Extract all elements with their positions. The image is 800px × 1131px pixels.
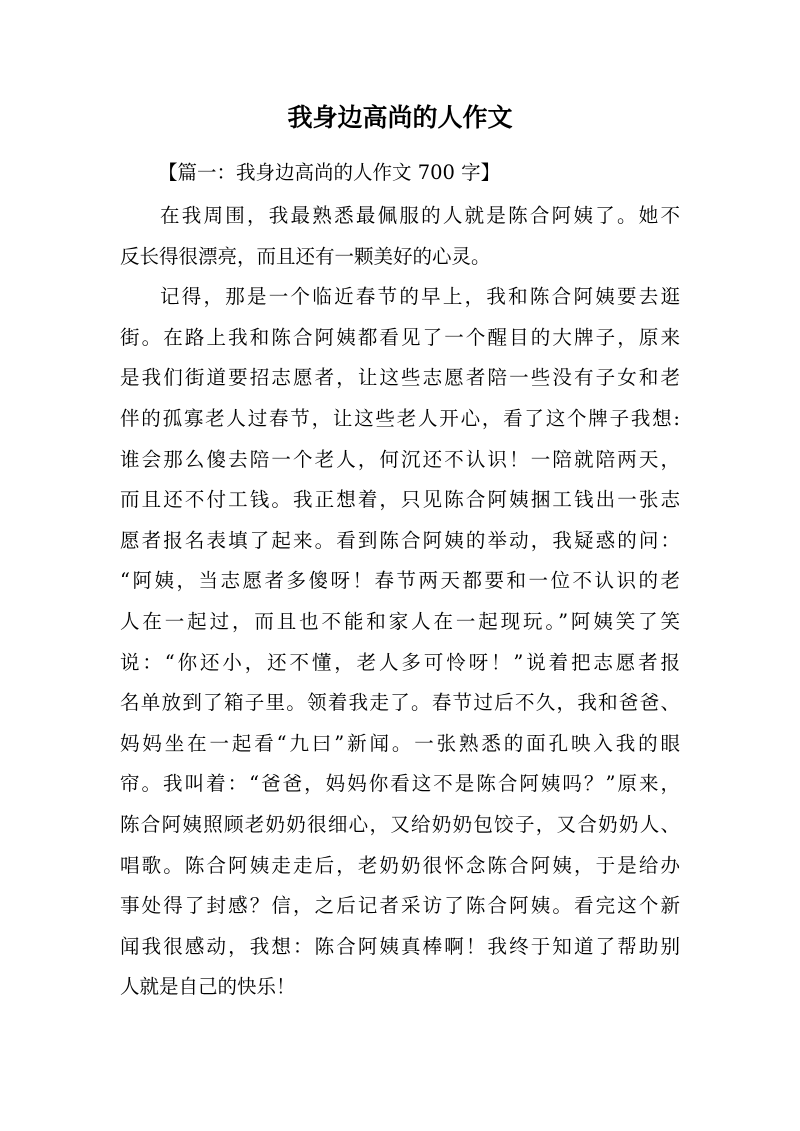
text-line: 是我们街道要招志愿者，让这些志愿者陪一些没有子女和老 [120,366,680,390]
text-line: 事处得了封感？信，之后记者采访了陈合阿姨。看完这个新 [120,894,680,918]
text-line: 而且还不付工钱。我正想着，只见陈合阿姨捆工钱出一张志 [120,488,680,512]
text-line: 帘。我叫着：“爸爸，妈妈你看这不是陈合阿姨吗？”原来， [120,772,680,796]
text-line: 愿者报名表填了起来。看到陈合阿姨的举动，我疑惑的问： [120,528,680,552]
text-line: 谁会那么傻去陪一个老人，何沉还不认识！一陪就陪两天， [120,447,680,471]
text-line: 人就是自己的快乐！ [120,975,296,999]
section-heading: 【篇一：我身边高尚的人作文 700 字】 [158,161,501,184]
text-line: 人在一起过，而且也不能和家人在一起现玩。”阿姨笑了笑 [120,609,680,633]
document-title: 我身边高尚的人作文 [287,103,513,132]
text-line: 在我周围，我最熟悉最佩服的人就是陈合阿姨了。她不 [160,204,680,227]
text-line: 陈合阿姨照顾老奶奶很细心，又给奶奶包饺子，又合奶奶人、 [120,812,680,836]
text-line: 伴的孤寡老人过春节，让这些老人开心，看了这个牌子我想: [120,406,680,430]
text-line: 记得，那是一个临近春节的早上，我和陈合阿姨要去逛 [160,285,680,309]
document-body [120,196,680,1008]
text-line: 妈妈坐在一起看“九曰”新闻。一张熟悉的面孔映入我的眼 [120,731,680,755]
text-line: 反长得很漂亮，而且还有一颗美好的心灵。 [120,244,491,268]
text-line: 唱歌。陈合阿姨走走后，老奶奶很怀念陈合阿姨，于是给办 [120,853,680,877]
text-line: 说：“你还小，还不懂，老人多可怜呀！”说着把志愿者报 [120,650,680,674]
text-line: 名单放到了箱子里。领着我走了。春节过后不久，我和爸爸、 [120,691,680,715]
text-line: “阿姨，当志愿者多傻呀！春节两天都要和一位不认识的老 [120,569,680,593]
text-line: 街。在路上我和陈合阿姨都看见了一个醒目的大牌子，原来 [120,325,680,349]
text-line: 闻我很感动，我想：陈合阿姨真棒啊！我终于知道了帮助别 [120,934,680,958]
